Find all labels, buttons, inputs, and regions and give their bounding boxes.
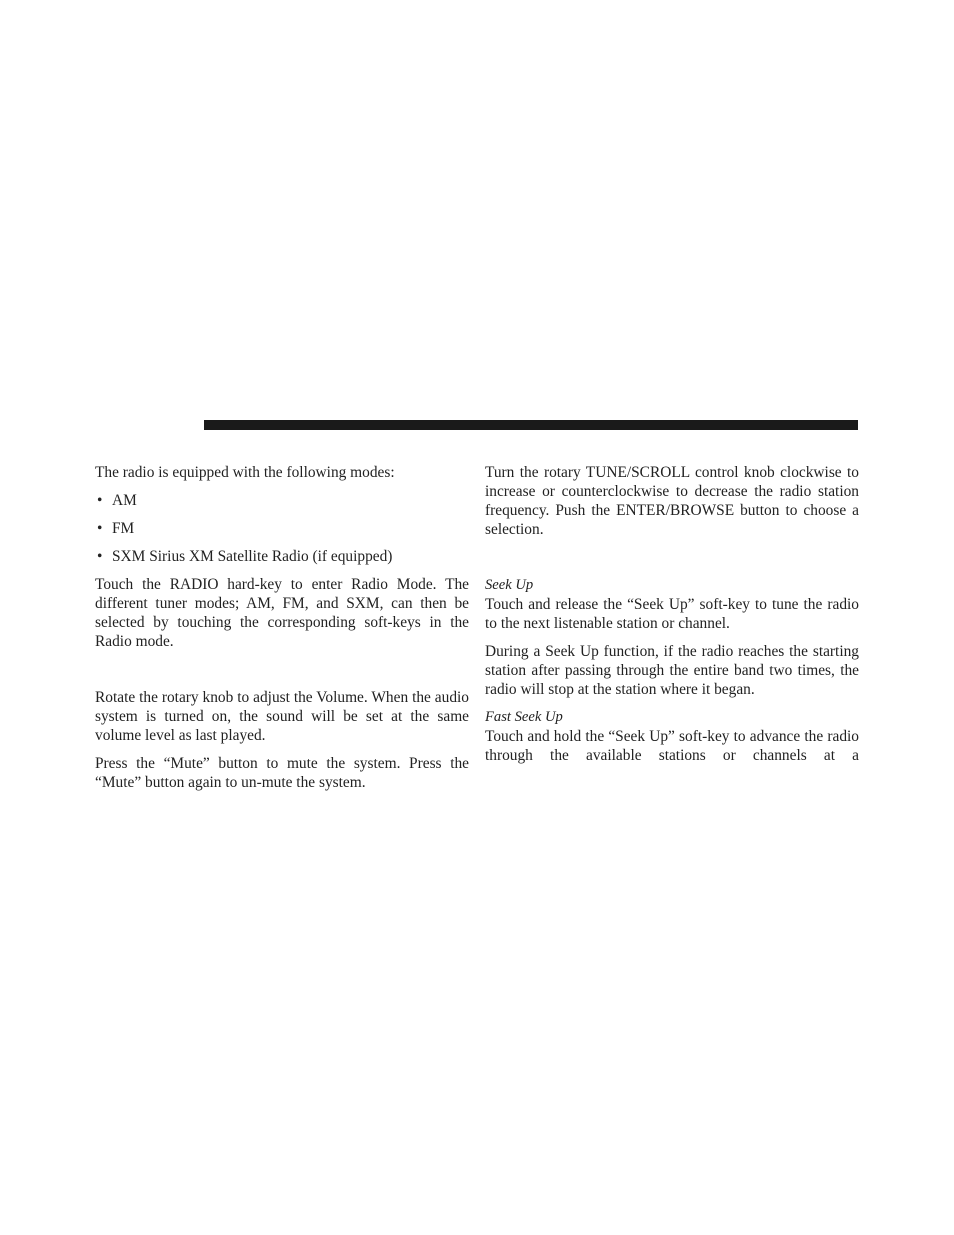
bullet-icon: • xyxy=(97,548,103,565)
left-column xyxy=(95,463,469,792)
radio-mode-paragraph: Touch the RADIO hard-key to enter Radio Mode. The different tuner modes; AM, FM, and SXM, can then be selected by touching the corresponding soft-keys in the Radio mode. xyxy=(95,576,469,650)
right-column xyxy=(485,463,859,765)
bullet-icon: • xyxy=(97,520,103,537)
section-header-bar xyxy=(204,420,858,430)
volume-paragraph: Rotate the rotary knob to adjust the Volume. When the audio system is turned on, the sound will be set at the same volume level as last played. xyxy=(95,689,469,744)
mode-label: AM xyxy=(112,492,137,509)
list-item xyxy=(95,519,469,538)
seek-up-paragraph: Touch and release the “Seek Up” soft-key to tune the radio to the next listenable station or channel. xyxy=(485,596,859,632)
fast-seek-up-paragraph: Touch and hold the “Seek Up” soft-key to advance the radio through the available stations or channels at a xyxy=(485,728,859,764)
modes-list xyxy=(95,491,469,566)
seek-up-heading: Seek Up xyxy=(485,577,534,593)
seek-up-detail-paragraph: During a Seek Up function, if the radio reaches the starting station after passing through the entire band two times, the radio will stop at the station where it began. xyxy=(485,643,859,698)
list-item xyxy=(95,491,469,510)
fast-seek-up-heading: Fast Seek Up xyxy=(485,709,563,725)
mode-label: FM xyxy=(112,520,135,537)
modes-intro: The radio is equipped with the following modes: xyxy=(95,464,395,481)
list-item xyxy=(95,547,469,566)
mode-label: SXM Sirius XM Satellite Radio (if equipped) xyxy=(112,548,393,565)
tune-paragraph: Turn the rotary TUNE/SCROLL control knob clockwise to increase or counterclockwise to decrease the radio station frequency. Push the ENTER/BROWSE button to choose a selection. xyxy=(485,464,859,538)
bullet-icon: • xyxy=(97,492,103,509)
mute-paragraph: Press the “Mute” button to mute the system. Press the “Mute” button again to un-mute the system. xyxy=(95,755,469,791)
